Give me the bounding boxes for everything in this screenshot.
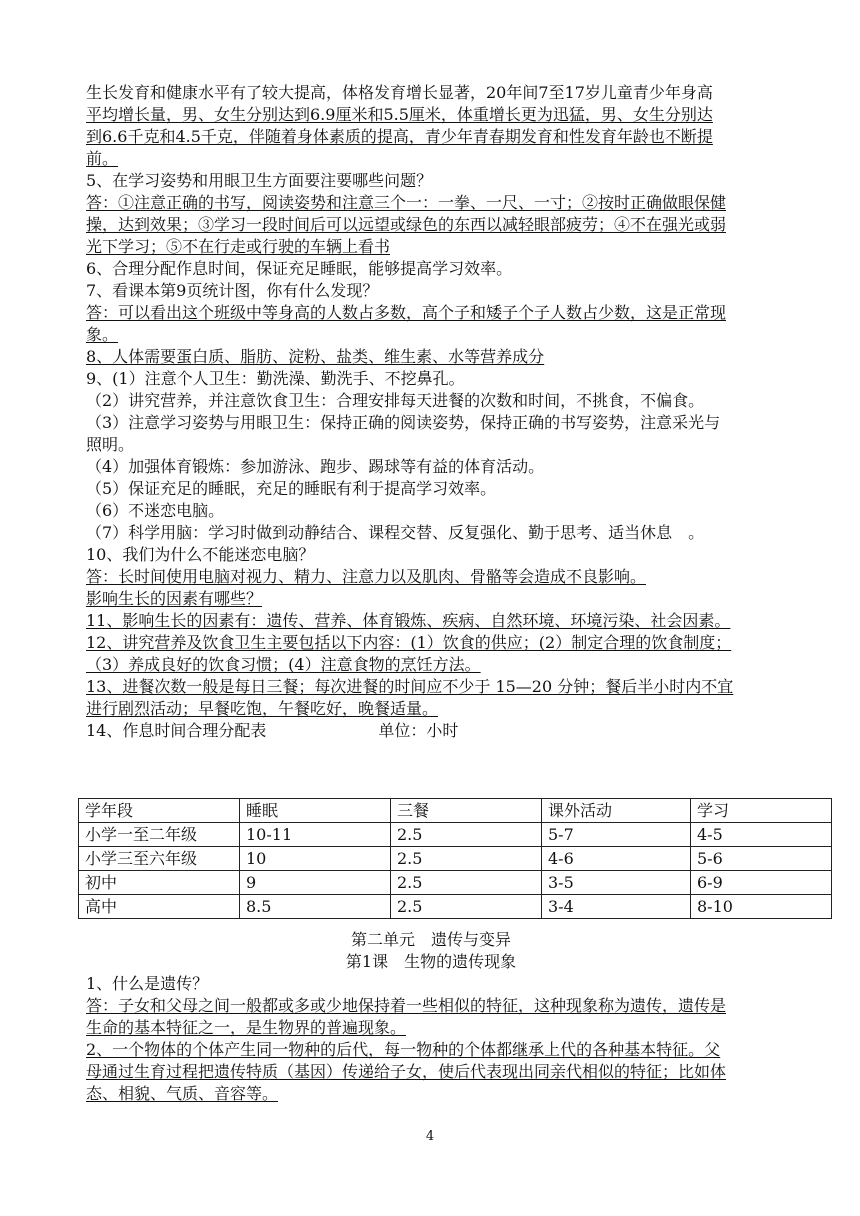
item-6: 6、合理分配作息时间，保证充足睡眠，能够提高学习效率。 — [86, 259, 513, 278]
table-cell: 5-6 — [691, 847, 832, 871]
table-cell: 3-5 — [542, 871, 691, 895]
item-9-sub: （2）讲究营养，并注意饮食卫生：合理安排每天进餐的次数和时间，不挑食，不偏食。 — [86, 391, 705, 410]
table-cell: 4-5 — [691, 823, 832, 847]
item-8: 8、人体需要蛋白质、脂肪、淀粉、盐类、维生素、水等营养成分 — [86, 347, 545, 366]
item-9-sub: （4）加强体育锻炼：参加游泳、跑步、踢球等有益的体育活动。 — [86, 457, 545, 476]
item-12: 12、讲究营养及饮食卫生主要包括以下内容：(1）饮食的供应；(2）制定合理的饮食制度； — [86, 633, 732, 652]
table-cell: 9 — [240, 871, 391, 895]
table-header-cell: 三餐 — [391, 799, 542, 823]
answer-line: 答：子女和父母之间一般都或多或少地保持着一些相似的特征，这种现象称为遗传，遗传是 — [86, 996, 727, 1015]
unit-title: 第二单元 遗传与变异 — [350, 930, 511, 949]
table-header-cell: 学年段 — [79, 799, 240, 823]
answer-line: 象。 — [86, 325, 119, 344]
table-cell: 10 — [240, 847, 391, 871]
question-1: 1、什么是遗传？ — [86, 974, 209, 993]
top-text-block — [86, 82, 776, 742]
text-line: 前。 — [86, 149, 119, 168]
table-cell: 高中 — [79, 895, 240, 919]
table-row — [79, 871, 832, 895]
bottom-section — [86, 929, 776, 1105]
answer-line: 操，达到效果；③学习一段时间后可以远望或绿色的东西以减轻眼部疲劳；④不在强光或弱 — [86, 215, 727, 234]
item-9-sub: （7）科学用脑：学习时做到动静结合、课程交替、反复强化、勤于思考、适当休息 。 — [86, 523, 705, 542]
item-9-sub: （6）不迷恋电脑。 — [86, 501, 225, 520]
answer-line: 光下学习；⑤不在行走或行驶的车辆上看书 — [86, 237, 391, 256]
table-cell: 10-11 — [240, 823, 391, 847]
question-5: 5、在学习姿势和用眼卫生方面要注要哪些问题？ — [86, 171, 433, 190]
item-9-sub: 照明。 — [86, 435, 135, 454]
text-line: 到6.6千克和4.5千克，伴随着身体素质的提高，青少年青春期发育和性发育年龄也不断提 — [86, 127, 713, 146]
text-line: 平均增长量，男、女生分别达到6.9厘米和5.5厘米，体重增长更为迅猛，男、女生分别达 — [86, 105, 713, 124]
table-header-cell: 睡眠 — [240, 799, 391, 823]
question-line: 影响生长的因素有哪些？ — [86, 589, 263, 608]
table-cell: 2.5 — [391, 847, 542, 871]
document-body — [86, 82, 776, 742]
table-cell: 6-9 — [691, 871, 832, 895]
table-cell: 2.5 — [391, 823, 542, 847]
lesson-title: 第1课 生物的遗传现象 — [345, 952, 517, 971]
item-9: 9、(1）注意个人卫生：勤洗澡、勤洗手、不挖鼻孔。 — [86, 369, 465, 388]
table-cell: 4-6 — [542, 847, 691, 871]
item-2-cont: 态、相貌、气质、音容等。 — [86, 1084, 279, 1103]
page-number: 4 — [425, 1129, 435, 1144]
table-caption: 14、作息时间合理分配表 单位：小时 — [86, 721, 459, 740]
table-cell: 2.5 — [391, 871, 542, 895]
table-cell: 8.5 — [240, 895, 391, 919]
table-header-row — [79, 799, 832, 823]
table-cell: 8-10 — [691, 895, 832, 919]
text-line: 生长发育和健康水平有了较大提高，体格发育增长显著，20年间7至17岁儿童青少年身高 — [86, 83, 713, 102]
table-cell: 小学三至六年级 — [79, 847, 240, 871]
table-header-cell: 学习 — [691, 799, 832, 823]
item-2: 2、一个物体的个体产生同一物种的后代，每一物种的个体都继承上代的各种基本特征。父 — [86, 1040, 721, 1059]
item-13: 13、进餐次数一般是每日三餐；每次进餐的时间应不少于 15—20 分钟；餐后半小时内不宜 — [86, 677, 734, 696]
table-row — [79, 847, 832, 871]
answer-line: 答：①注意正确的书写，阅读姿势和注意三个一：一拳、一尺、一寸；②按时正确做眼保健 — [86, 193, 727, 212]
table-cell: 3-4 — [542, 895, 691, 919]
table-header-cell: 课外活动 — [542, 799, 691, 823]
table-cell: 初中 — [79, 871, 240, 895]
table-cell: 小学一至二年级 — [79, 823, 240, 847]
answer-line: 答：长时间使用电脑对视力、精力、注意力以及肌肉、骨骼等会造成不良影响。 — [86, 567, 647, 586]
question-10: 10、我们为什么不能迷恋电脑？ — [86, 545, 315, 564]
item-9-sub: （5）保证充足的睡眠，充足的睡眠有利于提高学习效率。 — [86, 479, 497, 498]
item-9-sub: （3）注意学习姿势与用眼卫生：保持正确的阅读姿势，保持正确的书写姿势，注意采光与 — [86, 413, 721, 432]
table-cell: 2.5 — [391, 895, 542, 919]
schedule-table — [78, 798, 832, 919]
item-13-cont: 进行剧烈活动；早餐吃饱，午餐吃好，晚餐适量。 — [86, 699, 439, 718]
table-cell: 5-7 — [542, 823, 691, 847]
answer-line: 答：可以看出这个班级中等身高的人数占多数，高个子和矮子个子人数占少数，这是正常现 — [86, 303, 727, 322]
item-2-cont: 母通过生育过程把遗传特质（基因）传递给子女，使后代表现出同亲代相似的特征；比如体 — [86, 1062, 727, 1081]
table-row — [79, 895, 832, 919]
answer-line: 生命的基本特征之一，是生物界的普遍现象。 — [86, 1018, 407, 1037]
item-12-cont: （3）养成良好的饮食习惯；(4）注意食物的烹饪方法。 — [86, 655, 481, 674]
item-11: 11、影响生长的因素有：遗传、营养、体育锻炼、疾病、自然环境、环境污染、社会因素。 — [86, 611, 731, 630]
table-row — [79, 823, 832, 847]
question-7: 7、看课本第9页统计图，你有什么发现？ — [86, 281, 379, 300]
